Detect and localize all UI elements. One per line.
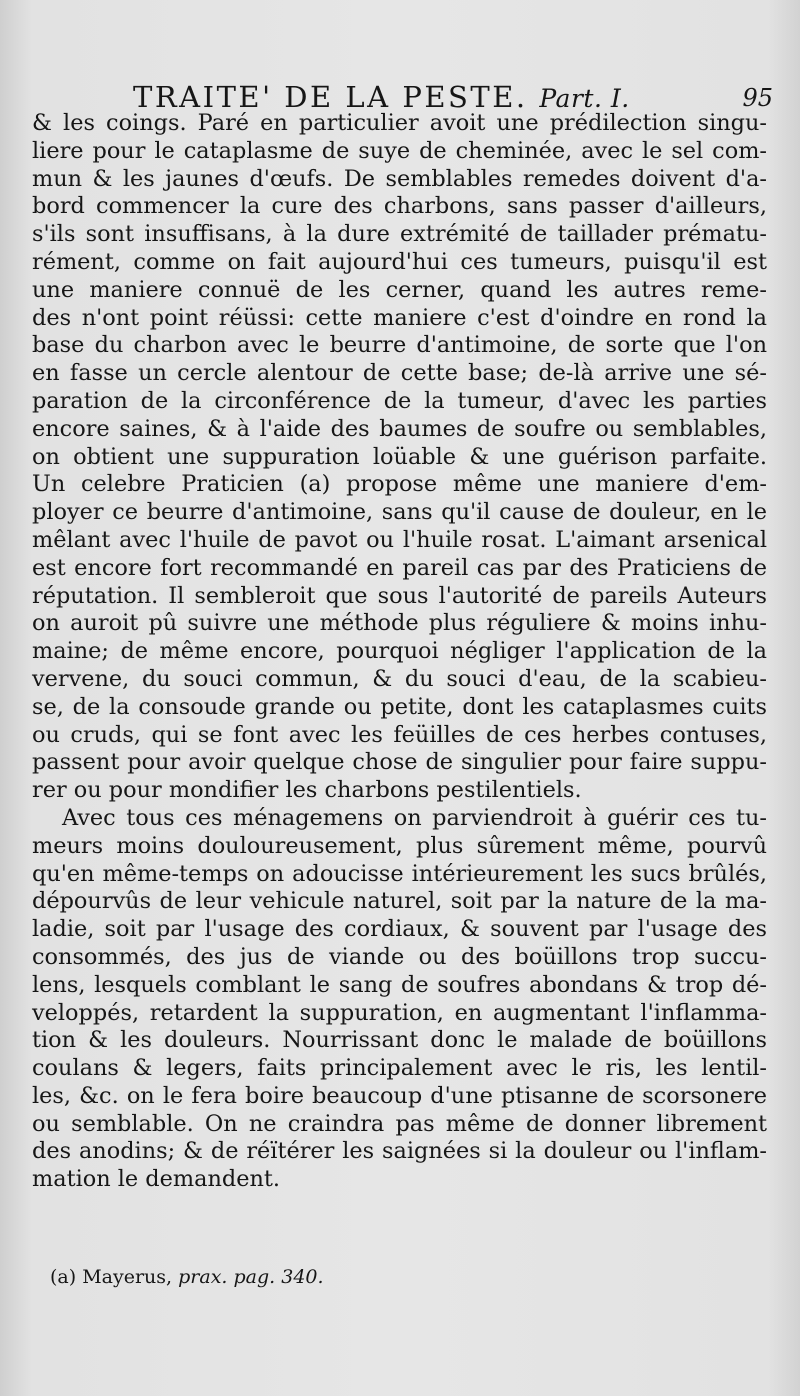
text-line: maine; de même encore, pourquoi négliger l'application de la [32, 638, 767, 665]
text-line: tion & les douleurs. Nourrissant donc le malade de boüillons [32, 1027, 767, 1054]
text-line: s'ils sont insuffisans, à la dure extrémité de taillader prématu- [32, 221, 767, 248]
text-line: se, de la consoude grande ou petite, dont les cataplasmes cuits [32, 693, 767, 720]
text-line: ou cruds, qui se font avec les feüilles de ces herbes contuses, [32, 721, 767, 748]
text-line: Un celebre Praticien (a) propose même une maniere d'em- [32, 471, 767, 498]
text-line: mation le demandent. [32, 1166, 280, 1193]
text-line: on obtient une suppuration loüable & une guérison parfaite. [32, 443, 767, 470]
text-line: veloppés, retardent la suppuration, en augmentant l'inflamma- [32, 999, 767, 1026]
text-line: & les coings. Paré en particulier avoit une prédilection singu- [32, 110, 767, 136]
footnote-author: Mayerus, [82, 1266, 173, 1288]
text-line: réputation. Il sembleroit que sous l'autorité de pareils Auteurs [32, 582, 767, 609]
running-title-part: Part. I. [539, 84, 630, 113]
text-line: ou semblable. On ne craindra pas même de donner librement [32, 1110, 767, 1137]
text-line: encore saines, & à l'aide des baumes de soufre ou semblables, [32, 415, 767, 442]
text-line: lens, lesquels comblant le sang de soufres abondans & trop dé- [32, 971, 767, 998]
text-line: des n'ont point réüssi: cette maniere c'est d'oindre en rond la [32, 304, 767, 331]
text-line: vervene, du souci commun, & du souci d'eau, de la scabieu- [32, 665, 767, 692]
running-title-text: TRAITE' DE LA PESTE. [133, 80, 528, 114]
paragraph-2 [32, 805, 767, 1194]
body-text [32, 110, 767, 1194]
text-line: rément, comme on fait aujourd'hui ces tumeurs, puisqu'il est [32, 248, 767, 275]
text-line: une maniere connuë de les cerner, quand les autres reme- [32, 276, 767, 303]
text-line: est encore fort recommandé en pareil cas par des Praticiens de [32, 554, 767, 581]
text-line: meurs moins douloureusement, plus sûrement même, pourvû [32, 832, 767, 859]
text-line: des anodins; & de réïtérer les saignées si la douleur ou l'inflam- [32, 1138, 767, 1165]
text-line: coulans & legers, faits principalement avec le ris, les lentil- [32, 1055, 767, 1082]
text-line: dépourvûs de leur vehicule naturel, soit par la nature de la ma- [32, 888, 767, 915]
text-line: base du charbon avec le beurre d'antimoine, de sorte que l'on [32, 332, 767, 359]
footnote-marker: (a) [50, 1266, 77, 1288]
text-line: en fasse un cercle alentour de cette base; de-là arrive une sé- [32, 360, 767, 387]
text-line: on auroit pû suivre une méthode plus réguliere & moins inhu- [32, 610, 767, 637]
text-line: mêlant avec l'huile de pavot ou l'huile rosat. L'aimant arsenical [32, 526, 767, 553]
page-number: 95 [742, 84, 773, 112]
text-line: rer ou pour mondifier les charbons pestilentiels. [32, 777, 582, 804]
footnote-reference: prax. pag. 340. [178, 1266, 324, 1288]
text-line: liere pour le cataplasme de suye de cheminée, avec le sel com- [32, 137, 767, 164]
text-line: mun & les jaunes d'œufs. De semblables remedes doivent d'a- [32, 165, 767, 192]
text-line: consommés, des jus de viande ou des boüillons trop succu- [32, 943, 767, 970]
paragraph-1 [32, 110, 767, 805]
text-line: ladie, soit par l'usage des cordiaux, & souvent par l'usage des [32, 916, 767, 943]
text-line: les, &c. on le fera boire beaucoup d'une ptisanne de scorsonere [32, 1082, 767, 1109]
text-line: Avec tous ces ménagemens on parviendroit à guérir ces tu- [62, 804, 767, 831]
footnote [50, 1266, 324, 1288]
text-line: qu'en même-temps on adoucisse intérieurement les sucs brûlés, [32, 860, 767, 887]
text-line: paration de la circonférence de la tumeur, d'avec les parties [32, 387, 767, 414]
running-title [133, 80, 630, 114]
text-line: ployer ce beurre d'antimoine, sans qu'il cause de douleur, en le [32, 499, 767, 526]
text-line: passent pour avoir quelque chose de singulier pour faire suppu- [32, 749, 767, 776]
text-line: bord commencer la cure des charbons, sans passer d'ailleurs, [32, 193, 767, 220]
